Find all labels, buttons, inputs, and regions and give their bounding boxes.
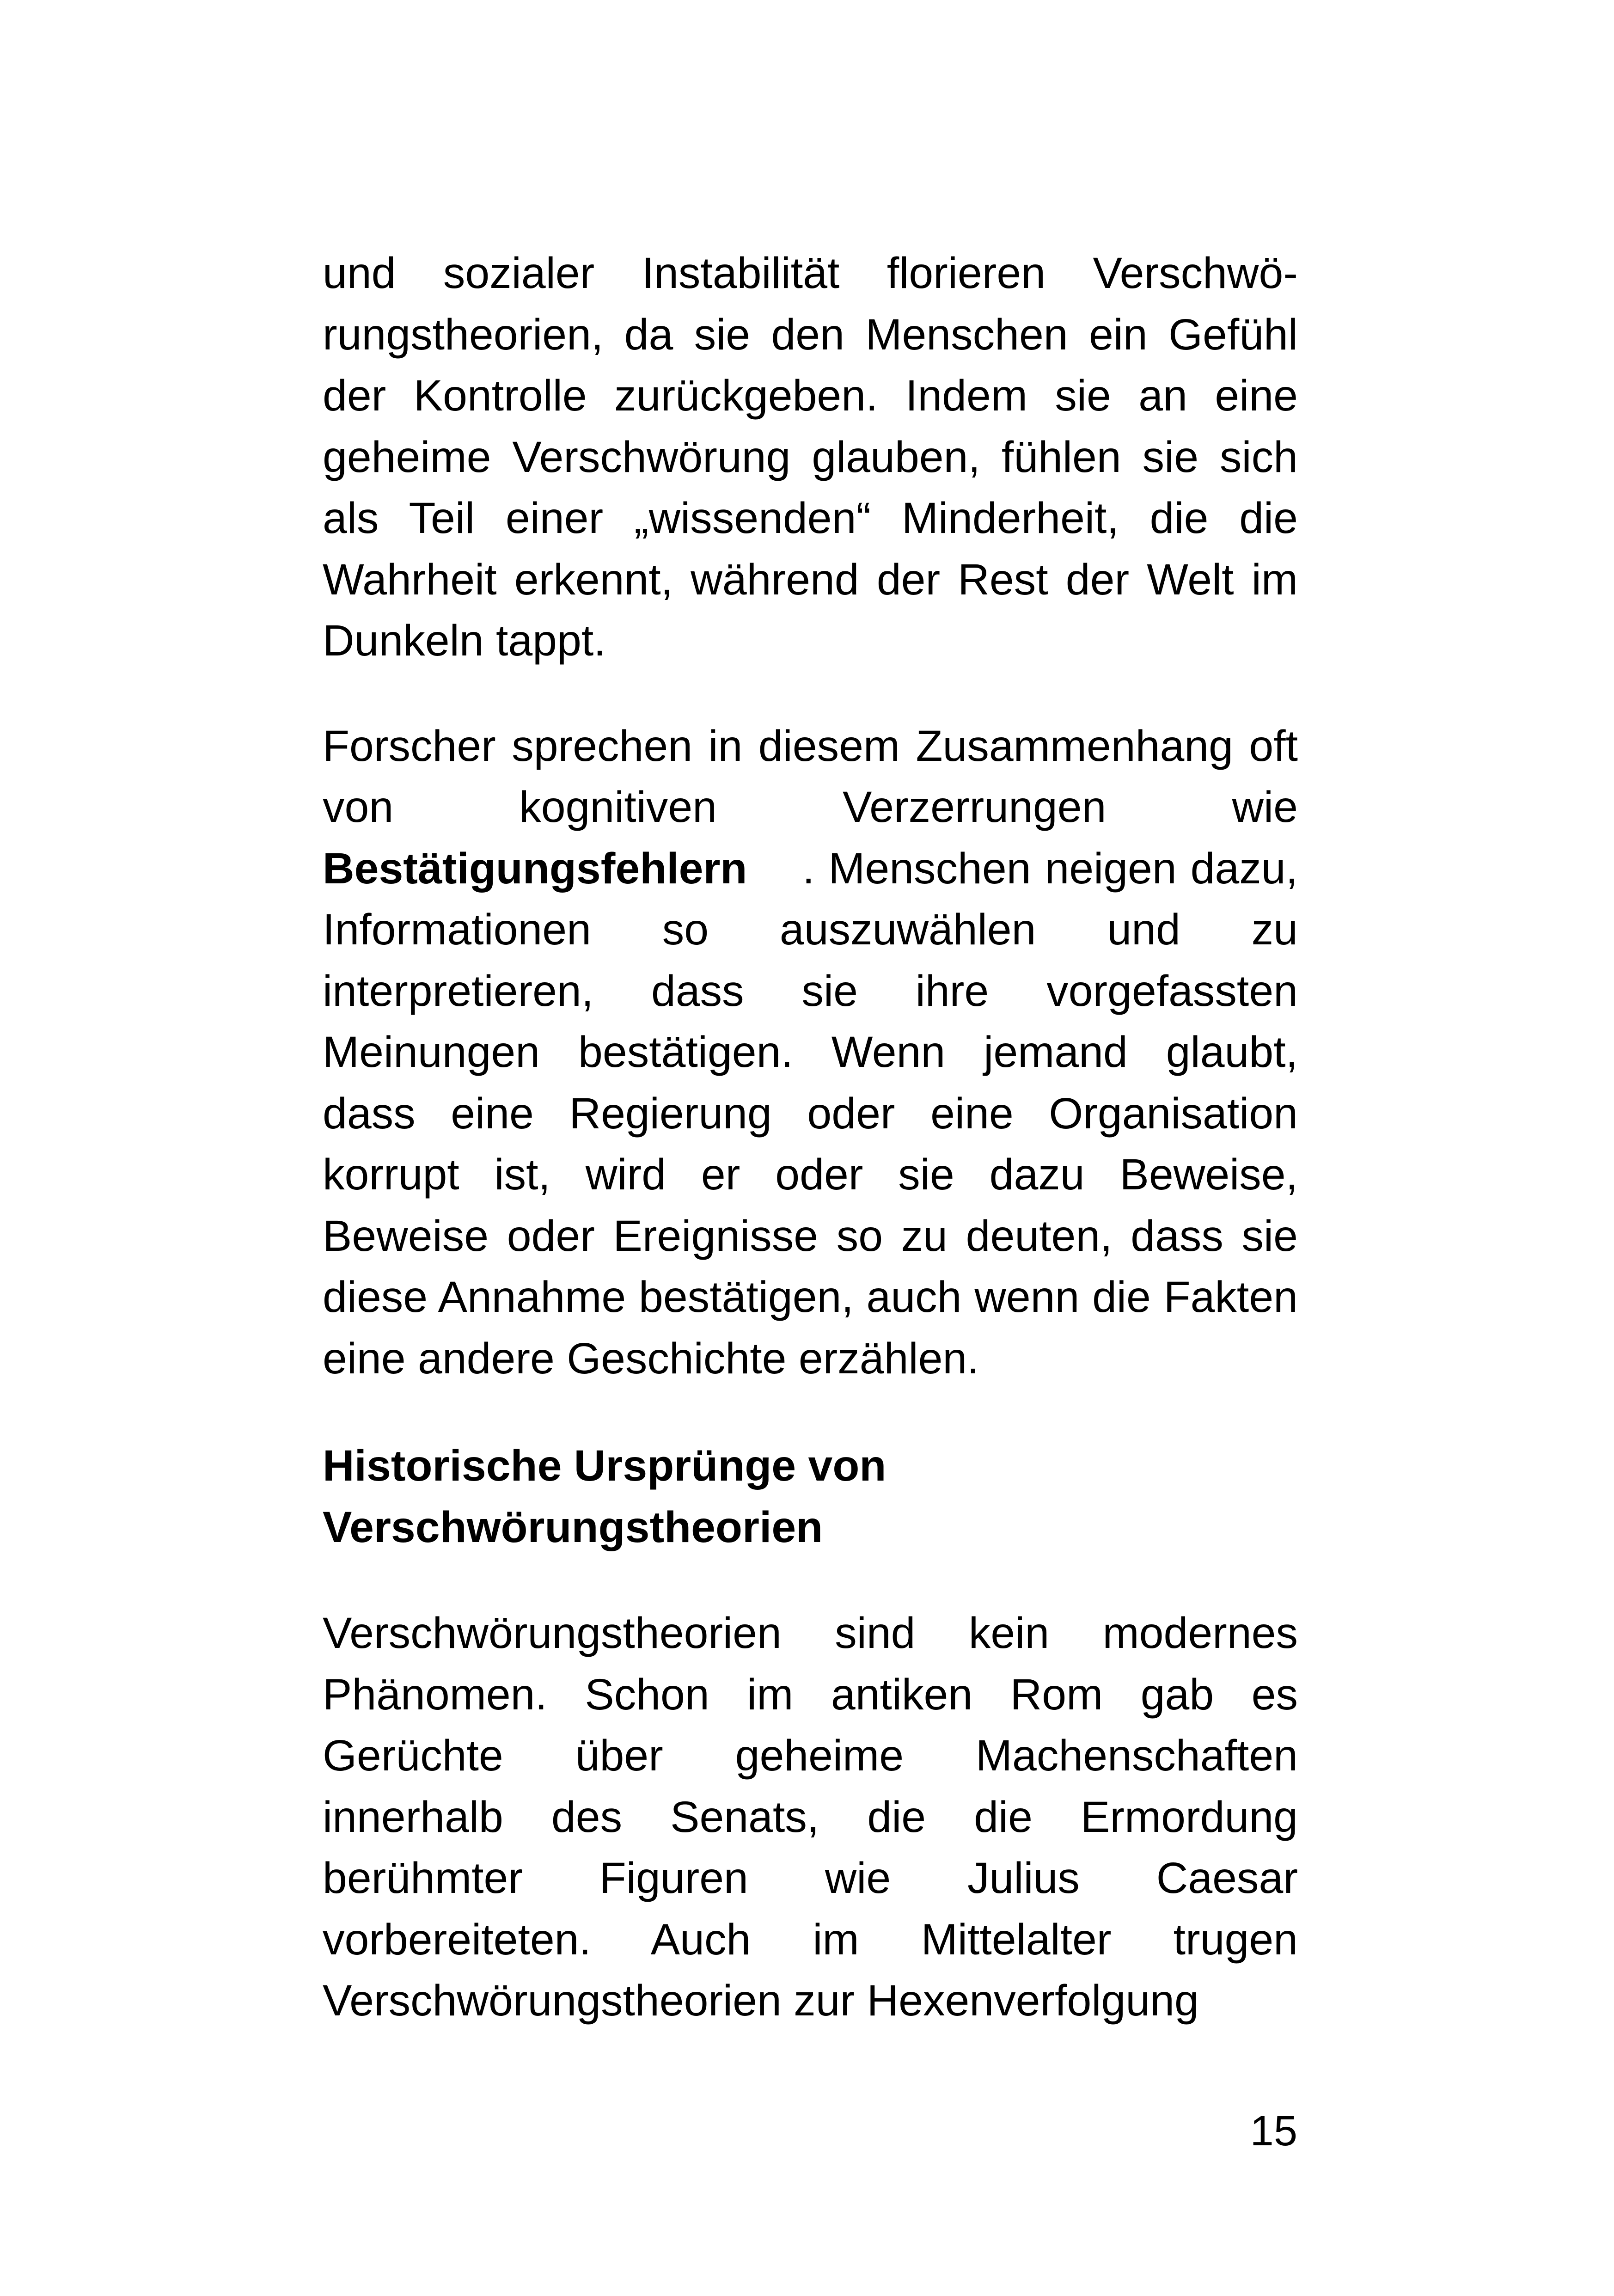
paragraph-2 (323, 716, 1298, 1390)
paragraph-1-text: und sozialer Instabilität florieren Verschwö-rungstheorien, da sie den Menschen ein Gefühl der Kontrolle zurückgeben. Indem sie an eine geheime Verschwörung glauben, fühlen sie sich als Teil einer „wissenden“ Minderheit, die die Wahrheit erkennt, während der Rest der Welt im Dunkeln tappt. (323, 249, 1298, 665)
section-heading-line-1: Historische Ursprünge von (323, 1441, 886, 1490)
paragraph-2-text-start: Forscher sprechen in diesem Zusammenhang oft von kognitiven Verzerrungen wie (323, 721, 1298, 832)
text-column (323, 243, 1298, 2032)
bold-term-bestaetigungsfehlern: Bestätigungsfehlern (323, 844, 747, 893)
paragraph-3 (323, 1603, 1298, 2032)
page-number: 15 (1250, 2107, 1297, 2155)
paragraph-3-text: Verschwörungstheorien sind kein modernes Phänomen. Schon im antiken Rom gab es Gerüchte über geheime Machenschaften innerhalb des Senats, die die Ermordung berühmter Figuren wie Julius Caesar vorbereiteten. Auch im Mittelalter trugen Verschwörungstheorien zur Hexenverfolgung (323, 1609, 1298, 2025)
section-heading-line-2: Verschwörungstheorien (323, 1502, 823, 1552)
section-heading (323, 1435, 1298, 1558)
paragraph-2-text-end: . Menschen neigen dazu, Informationen so auszuwählen und zu interpretieren, dass sie ihre vorgefassten Meinungen bestätigen. Wenn jemand glaubt, dass eine Regierung oder eine Organisation korrupt ist, wird er oder sie dazu Beweise, Beweise oder Ereignisse so zu deuten, dass sie diese Annahme bestätigen, auch wenn die Fakten eine andere Geschichte erzählen. (323, 844, 1298, 1383)
paragraph-1 (323, 243, 1298, 672)
